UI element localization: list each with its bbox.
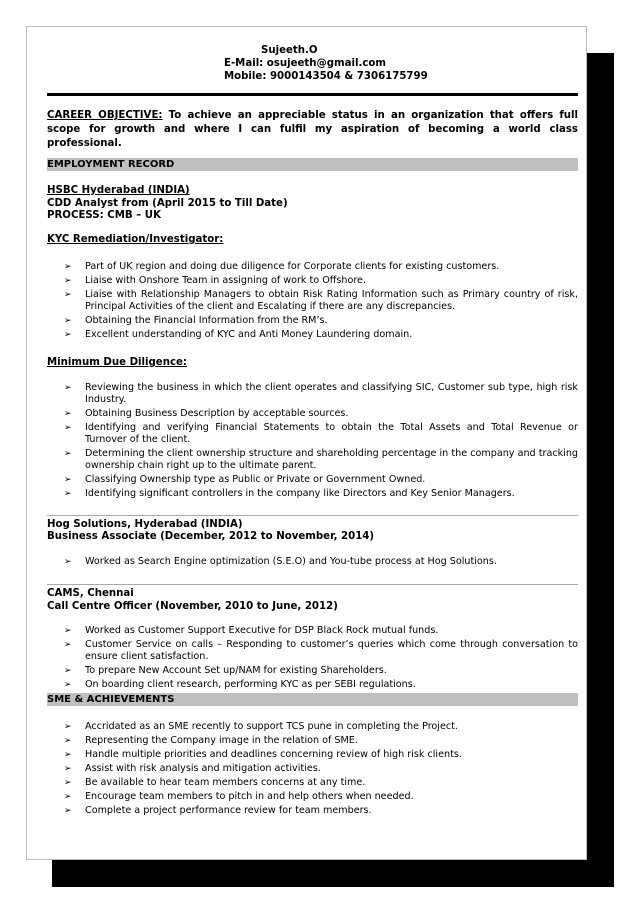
list-item: ➢ Be available to hear team members concerns at any time. (64, 777, 366, 788)
subheading-minimum-due-diligence: Minimum Due Diligence: (47, 357, 187, 368)
arrow-bullet-icon: ➢ (64, 423, 72, 433)
job-role-cams: Call Centre Officer (November, 2010 to June, 2012) (47, 601, 338, 612)
cams-bullet-list (47, 625, 578, 693)
subheading-kyc-remediation: KYC Remediation/Investigator: (47, 234, 224, 245)
arrow-bullet-icon: ➢ (64, 276, 72, 286)
job-company-hsbc: HSBC Hyderabad (INDIA) (47, 185, 190, 196)
arrow-bullet-icon: ➢ (64, 736, 72, 746)
section-sme-achievements: SME & ACHIEVEMENTS (47, 693, 578, 706)
list-item: ➢ Accridated as an SME recently to support TCS pune in completing the Project. (64, 721, 458, 732)
arrow-bullet-icon: ➢ (64, 778, 72, 788)
list-item: ➢ Liaise with Onshore Team in assigning of work to Offshore. (64, 275, 367, 286)
arrow-bullet-icon: ➢ (64, 666, 72, 676)
job-role-hog: Business Associate (December, 2012 to November, 2014) (47, 531, 375, 542)
arrow-bullet-icon: ➢ (64, 290, 72, 300)
list-item: ➢ Customer Service on calls – Responding to customer’s queries which come through conversation to ensure client satisfaction. (64, 639, 578, 662)
arrow-bullet-icon: ➢ (64, 316, 72, 326)
list-item: ➢ Identifying significant controllers in the company like Directors and Key Senior Managers. (64, 488, 515, 499)
list-item: ➢ On boarding client research, performing KYC as per SEBI regulations. (64, 679, 416, 690)
list-item: ➢ Liaise with Relationship Managers to obtain Risk Rating Information such as Primary country of risk, Principal Activities of the client and Escalating if there are any discrepancies. (64, 289, 578, 312)
divider (47, 515, 578, 516)
arrow-bullet-icon: ➢ (64, 475, 72, 485)
objective-text: To achieve an appreciable status in an organization that offers full scope for growth and where I can fulfil my aspiration of becoming a world class professional. (47, 110, 578, 149)
list-item: ➢ Worked as Search Engine optimization (S.E.O) and You-tube process at Hog Solutions. (64, 556, 497, 567)
page-shadow-bottom (52, 860, 614, 887)
list-item: ➢ Identifying and verifying Financial Statements to obtain the Total Assets and Total Revenue or Turnover of the client. (64, 422, 578, 445)
job-company-hog: Hog Solutions, Hyderabad (INDIA) (47, 519, 243, 530)
arrow-bullet-icon: ➢ (64, 764, 72, 774)
divider (47, 584, 578, 585)
list-item: ➢ Determining the client ownership structure and shareholding percentage in the company and tracking ownership chain right up to the ultimate parent. (64, 448, 578, 471)
list-item: ➢ Excellent understanding of KYC and Anti Money Laundering domain. (64, 329, 413, 340)
list-item: ➢ To prepare New Account Set up/NAM for existing Shareholders. (64, 665, 387, 676)
list-item: ➢ Part of UK region and doing due diligence for Corporate clients for existing customers. (64, 261, 500, 272)
list-item: ➢ Worked as Customer Support Executive for DSP Black Rock mutual funds. (64, 625, 439, 636)
job-company-cams: CAMS, Chennai (47, 588, 134, 599)
kyc-bullet-list (47, 261, 578, 343)
arrow-bullet-icon: ➢ (64, 489, 72, 499)
arrow-bullet-icon: ➢ (64, 409, 72, 419)
arrow-bullet-icon: ➢ (64, 722, 72, 732)
arrow-bullet-icon: ➢ (64, 383, 72, 393)
list-item: ➢ Encourage team members to pitch in and help others when needed. (64, 791, 414, 802)
list-item: ➢ Representing the Company image in the relation of SME. (64, 735, 358, 746)
arrow-bullet-icon: ➢ (64, 640, 72, 650)
list-item: ➢ Classifying Ownership type as Public or Private or Government Owned. (64, 474, 426, 485)
contact-mobile: Mobile: 9000143504 & 7306175799 (224, 71, 428, 82)
arrow-bullet-icon: ➢ (64, 626, 72, 636)
hog-bullet-list (47, 556, 578, 570)
arrow-bullet-icon: ➢ (64, 330, 72, 340)
sme-bullet-list (47, 721, 578, 819)
arrow-bullet-icon: ➢ (64, 680, 72, 690)
list-item: ➢ Complete a project performance review for team members. (64, 805, 372, 816)
arrow-bullet-icon: ➢ (64, 792, 72, 802)
job-process-hsbc: PROCESS: CMB – UK (47, 210, 161, 221)
section-employment-record: EMPLOYMENT RECORD (47, 158, 578, 171)
mdd-bullet-list (47, 382, 578, 502)
header-divider (47, 93, 578, 96)
job-role-hsbc: CDD Analyst from (April 2015 to Till Date) (47, 198, 288, 209)
contact-email: E-Mail: osujeeth@gmail.com (224, 58, 387, 69)
arrow-bullet-icon: ➢ (64, 262, 72, 272)
arrow-bullet-icon: ➢ (64, 449, 72, 459)
list-item: ➢ Assist with risk analysis and mitigation activities. (64, 763, 321, 774)
candidate-name: Sujeeth.O (261, 45, 318, 56)
career-objective (47, 109, 578, 151)
list-item: ➢ Reviewing the business in which the client operates and classifying SIC, Customer sub type, high risk Industry. (64, 382, 578, 405)
list-item: ➢ Handle multiple priorities and deadlines concerning review of high risk clients. (64, 749, 462, 760)
arrow-bullet-icon: ➢ (64, 750, 72, 760)
arrow-bullet-icon: ➢ (64, 806, 72, 816)
list-item: ➢ Obtaining Business Description by acceptable sources. (64, 408, 349, 419)
arrow-bullet-icon: ➢ (64, 557, 72, 567)
list-item: ➢ Obtaining the Financial Information from the RM’s. (64, 315, 328, 326)
page-shadow-right (587, 53, 614, 887)
objective-label: CAREER OBJECTIVE: (47, 110, 163, 121)
